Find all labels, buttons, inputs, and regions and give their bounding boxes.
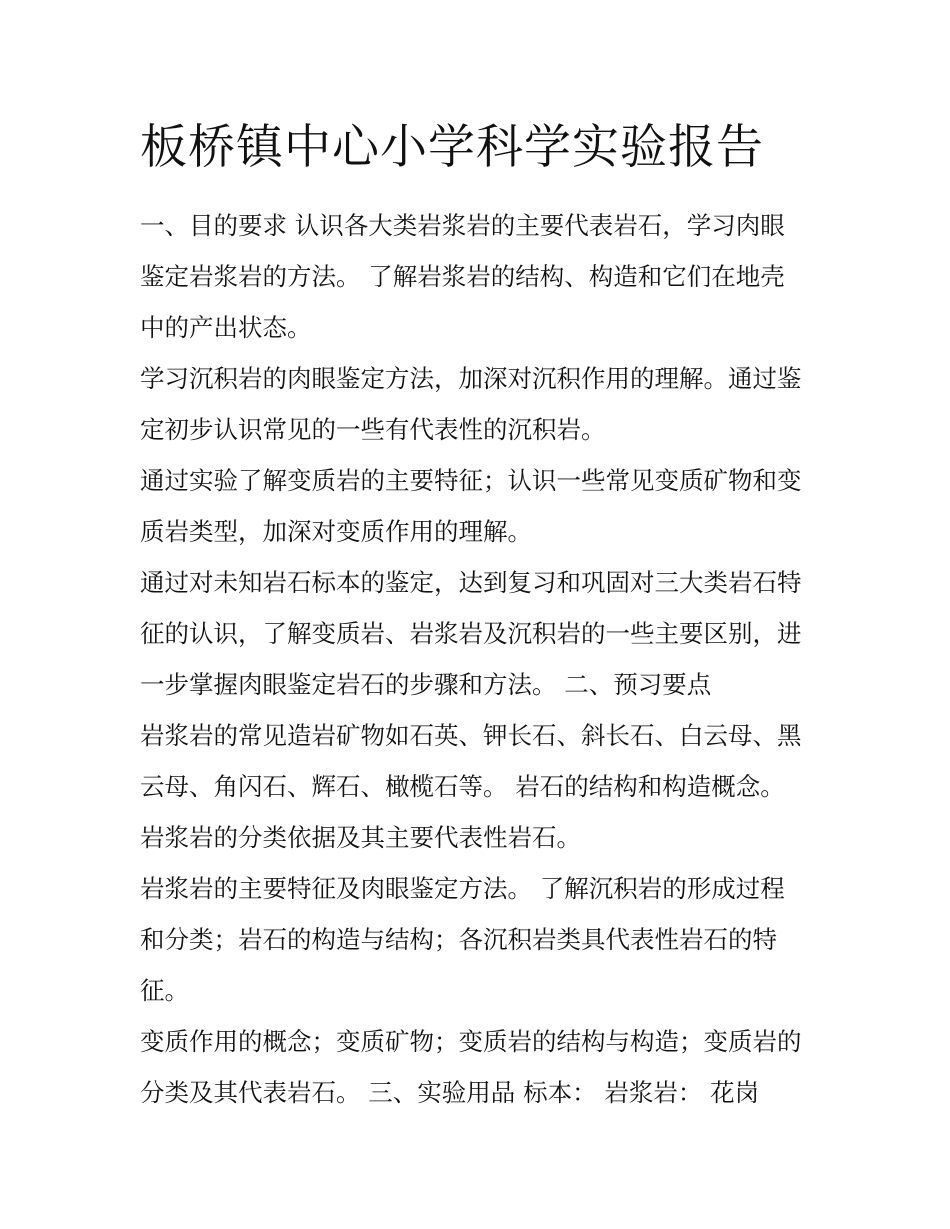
document-body	[140, 200, 820, 1118]
paragraph-preview-minerals	[140, 710, 820, 812]
text-line: 通过对未知岩石标本的鉴定，达到复习和巩固对三大类岩石特	[140, 568, 802, 597]
text-line: 质岩类型，加深对变质作用的理解。	[140, 517, 532, 546]
paragraph-purpose-identification	[140, 557, 820, 710]
paragraph-preview-classification	[140, 812, 820, 863]
text-line: 岩浆岩的常见造岩矿物如石英、钾长石、斜长石、白云母、黑	[140, 721, 802, 750]
text-line: 一、目的要求 认识各大类岩浆岩的主要代表岩石，学习肉眼	[140, 211, 785, 240]
text-line: 分类及其代表岩石。 三、实验用品 标本： 岩浆岩： 花岗	[140, 1078, 760, 1107]
text-line: 鉴定岩浆岩的方法。 了解岩浆岩的结构、构造和它们在地壳	[140, 262, 785, 291]
text-line: 变质作用的概念；变质矿物；变质岩的结构与构造；变质岩的	[140, 1027, 802, 1056]
paragraph-purpose-igneous	[140, 200, 820, 353]
paragraph-preview-features	[140, 863, 820, 1016]
text-line: 一步掌握肉眼鉴定岩石的步骤和方法。 二、预习要点	[140, 670, 712, 699]
paragraph-purpose-sedimentary	[140, 353, 820, 455]
text-line: 岩浆岩的分类依据及其主要代表性岩石。	[140, 823, 581, 852]
text-line: 和分类；岩石的构造与结构；各沉积岩类具代表性岩石的特	[140, 925, 777, 954]
text-line: 定初步认识常见的一些有代表性的沉积岩。	[140, 415, 606, 444]
document-title: 板桥镇中心小学科学实验报告	[140, 120, 764, 175]
text-line: 征的认识，了解变质岩、岩浆岩及沉积岩的一些主要区别，进	[140, 619, 802, 648]
text-line: 学习沉积岩的肉眼鉴定方法，加深对沉积作用的理解。通过鉴	[140, 364, 802, 393]
text-line: 云母、角闪石、辉石、橄榄石等。 岩石的结构和构造概念。	[140, 772, 785, 801]
paragraph-metamorphism-materials	[140, 1016, 820, 1118]
text-line: 征。	[140, 976, 189, 1005]
text-line: 中的产出状态。	[140, 313, 312, 342]
text-line: 岩浆岩的主要特征及肉眼鉴定方法。 了解沉积岩的形成过程	[140, 874, 785, 903]
paragraph-purpose-metamorphic	[140, 455, 820, 557]
text-line: 通过实验了解变质岩的主要特征；认识一些常见变质矿物和变	[140, 466, 802, 495]
